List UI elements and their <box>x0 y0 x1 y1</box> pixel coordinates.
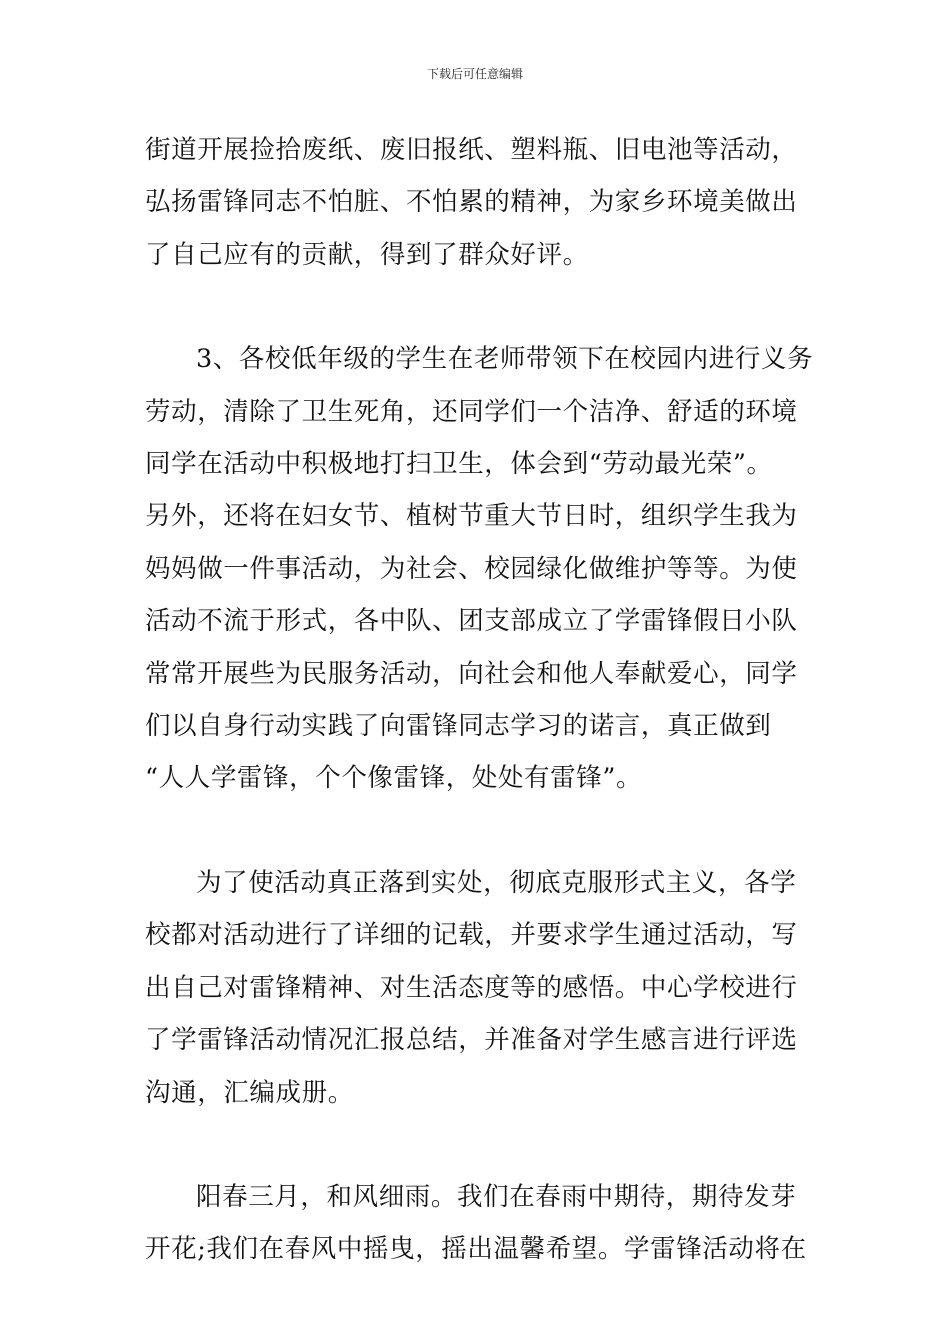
text-line: 活动不流于形式，各中队、团支部成立了学雷锋假日小队 <box>145 606 798 637</box>
page-header: 下载后可任意编辑 <box>426 67 523 81</box>
document-body <box>145 124 814 1328</box>
text-line: 沟通，汇编成册。 <box>145 1077 354 1108</box>
text-line: 阳春三月，和风细雨。我们在春雨中期待，期待发芽 <box>196 1181 797 1212</box>
text-line: 出自己对雷锋精神、对生活态度等的感悟。中心学校进行 <box>145 972 798 1003</box>
text-line: 妈妈做一件事活动，为社会、校园绿化做维护等等。为使 <box>145 553 798 584</box>
paragraph-item-3 <box>145 333 814 805</box>
text-line: 弘扬雷锋同志不怕脏、不怕累的精神，为家乡环境美做出 <box>145 187 798 218</box>
text-line: 校都对活动进行了详细的记载，并要求学生通过活动，写 <box>145 920 798 951</box>
text-line: 同学在活动中积极地打扫卫生，体会到“劳动最光荣”。 <box>145 449 773 480</box>
text-line: 常常开展些为民服务活动，向社会和他人奉献爱心，同学 <box>145 658 798 689</box>
text-line: 们以自身行动实践了向雷锋同志学习的诺言，真正做到 <box>145 711 772 742</box>
text-line: 了学雷锋活动情况汇报总结，并准备对学生感言进行评选 <box>145 1025 798 1056</box>
text-line: “人人学雷锋，个个像雷锋，处处有雷锋”。 <box>145 763 643 794</box>
text-line: 开花;我们在春风中摇曳，摇出温馨希望。学雷锋活动将在 <box>145 1234 807 1265</box>
text-line: 另外，还将在妇女节、植树节重大节日时，组织学生我为 <box>145 501 798 532</box>
paragraph-spring <box>145 1171 810 1276</box>
text-line: 了自己应有的贡献，得到了群众好评。 <box>145 239 589 270</box>
text-line: 3、各校低年级的学生在老师带领下在校园内进行义务 <box>196 344 814 375</box>
paragraph-record <box>145 857 810 1119</box>
text-line: 为了使活动真正落到实处，彻底克服形式主义，各学 <box>196 867 797 898</box>
paragraph-continuation <box>145 124 810 281</box>
text-line: 劳动，清除了卫生死角，还同学们一个洁净、舒适的环境 <box>145 396 798 427</box>
text-line: 街道开展捡拾废纸、废旧报纸、塑料瓶、旧电池等活动， <box>145 135 798 165</box>
